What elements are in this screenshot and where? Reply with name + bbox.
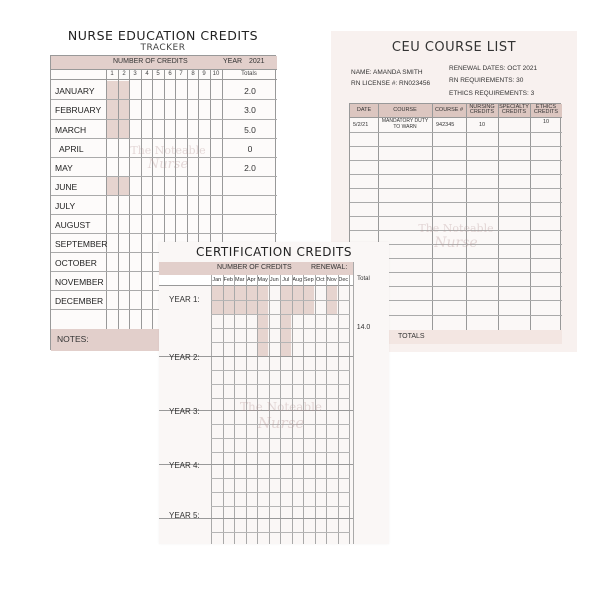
number-of-credits-label: NUMBER OF CREDITS <box>113 58 188 65</box>
row-course-no: 942345 <box>436 122 455 128</box>
grid-line <box>211 384 350 385</box>
month-header: Nov <box>326 277 337 283</box>
month-name: JANUARY <box>55 86 95 96</box>
number-of-credits-label: NUMBER OF CREDITS <box>217 264 292 271</box>
col-course-no: COURSE # <box>434 107 464 113</box>
col-num: 9 <box>202 71 206 77</box>
month-name: MAY <box>55 163 73 173</box>
month-name: JUNE <box>55 182 78 192</box>
grid-line <box>211 300 350 301</box>
month-name: OCTOBER <box>55 258 97 268</box>
totals-label: TOTALS <box>398 333 425 340</box>
year-value: 2021 <box>249 58 265 65</box>
month-total: 5.0 <box>244 125 256 135</box>
watermark <box>396 222 516 251</box>
month-header-row <box>159 275 353 286</box>
month-header: Sep <box>303 277 314 283</box>
grid-line <box>350 132 562 133</box>
month-name: SEPTEMBER <box>55 239 108 249</box>
watermark <box>113 144 223 172</box>
col-num: 1 <box>110 71 114 77</box>
month-header: May <box>257 277 268 283</box>
watermark-line2: Nurse <box>257 414 305 432</box>
grid-line <box>350 174 562 175</box>
col-date: DATE <box>356 107 372 113</box>
month-row <box>51 196 277 215</box>
month-row <box>51 100 277 120</box>
month-header: Feb <box>223 277 233 283</box>
grid-line <box>211 452 350 453</box>
month-row <box>51 81 277 100</box>
watermark-line1: The Noteable <box>418 222 494 235</box>
month-header: Apr <box>246 277 256 283</box>
renewal-line: RENEWAL DATES: OCT 2021 <box>449 65 538 72</box>
col-num: 8 <box>191 71 195 77</box>
month-header: Jun <box>269 277 279 283</box>
month-name: DECEMBER <box>55 296 104 306</box>
row-date: 5/2/21 <box>353 122 369 128</box>
month-name: FEBRUARY <box>55 105 102 115</box>
month-row <box>51 215 277 234</box>
rn-requirements-line: RN REQUIREMENTS: 30 <box>449 77 524 84</box>
year-label: YEAR 2: <box>169 353 200 362</box>
grid-line <box>211 532 350 533</box>
grid-line <box>211 398 350 399</box>
month-name: NOVEMBER <box>55 277 104 287</box>
sheet1-title: NURSE EDUCATION CREDITS <box>67 28 259 43</box>
year-label: YEAR <box>223 58 243 65</box>
name-line: NAME: AMANDA SMITH <box>351 69 423 76</box>
renewal-label: RENEWAL: <box>311 264 348 271</box>
grid-line <box>530 104 531 344</box>
year-label: YEAR 4: <box>169 461 200 470</box>
total-header: Total <box>357 276 370 282</box>
grid-line <box>211 438 350 439</box>
grid-line <box>211 506 350 507</box>
credit-fill <box>257 286 268 356</box>
watermark-line1: The Noteable <box>130 144 206 157</box>
month-total: 3.0 <box>244 105 256 115</box>
month-name: APRIL <box>59 144 84 154</box>
month-total: 2.0 <box>244 163 256 173</box>
total-column <box>353 262 372 544</box>
month-header: Mar <box>235 277 245 283</box>
sheet1-header <box>51 56 277 70</box>
col-num: 6 <box>168 71 172 77</box>
month-header: Aug <box>292 277 303 283</box>
ethics-requirements-line: ETHICS REQUIREMENTS: 3 <box>449 90 535 97</box>
certification-credits <box>159 242 389 544</box>
month-total: 0 <box>247 144 253 154</box>
watermark-line1: The Noteable <box>239 400 323 414</box>
col-num: 3 <box>133 71 137 77</box>
watermark-line2: Nurse <box>434 235 478 251</box>
license-line: RN LICENSE #: RN023456 <box>351 80 431 87</box>
certification-grid <box>159 262 353 544</box>
grid-line <box>211 314 350 315</box>
grid-line <box>350 216 562 217</box>
col-num: 10 <box>212 71 220 77</box>
sheet1-subtitle: TRACKER <box>140 43 186 53</box>
watermark <box>211 400 351 432</box>
year-label: YEAR 3: <box>169 407 200 416</box>
grid-line <box>211 492 350 493</box>
row-nursing: 10 <box>478 122 486 128</box>
credit-fill <box>280 286 291 356</box>
grid-line <box>211 478 350 479</box>
grid-line <box>211 342 350 343</box>
grid-line <box>211 328 350 329</box>
grid-line <box>211 370 350 371</box>
totals-header: Totals <box>241 71 257 77</box>
sheet2-title: CEU COURSE LIST <box>391 40 517 55</box>
month-header: Dec <box>338 277 349 283</box>
month-header: Jan <box>212 277 222 283</box>
col-ethics-credits: ETHICS CREDITS <box>533 104 559 115</box>
col-specialty-credits: SPECIALTY CREDITS <box>499 104 529 115</box>
month-header: Jul <box>282 277 290 283</box>
year-label: YEAR 5: <box>169 511 200 520</box>
row-ethics: 10 <box>542 119 550 125</box>
year-label: YEAR 1: <box>169 295 200 304</box>
grid-line <box>350 202 562 203</box>
row-course: MANDATORY DUTY TO WARN <box>381 118 429 130</box>
col-num: 5 <box>156 71 160 77</box>
month-name: MARCH <box>55 125 87 135</box>
grid-line <box>350 188 562 189</box>
month-header: Oct <box>315 277 325 283</box>
sheet3-title: CERTIFICATION CREDITS <box>195 245 353 259</box>
notes-label: NOTES: <box>57 334 89 344</box>
month-row <box>51 177 277 196</box>
month-row <box>51 120 277 139</box>
month-name: JULY <box>55 201 76 211</box>
col-num: 4 <box>145 71 149 77</box>
month-total: 2.0 <box>244 86 256 96</box>
col-num: 7 <box>179 71 183 77</box>
sheet3-header <box>159 262 353 275</box>
month-name: AUGUST <box>55 220 91 230</box>
col-course: COURSE <box>393 107 417 113</box>
grid-line <box>350 160 562 161</box>
col-num: 2 <box>122 71 126 77</box>
col-nursing-credits: NURSING CREDITS <box>469 104 495 115</box>
grid-line <box>350 146 562 147</box>
year1-total: 14.0 <box>356 324 371 331</box>
watermark-line2: Nurse <box>147 157 189 172</box>
